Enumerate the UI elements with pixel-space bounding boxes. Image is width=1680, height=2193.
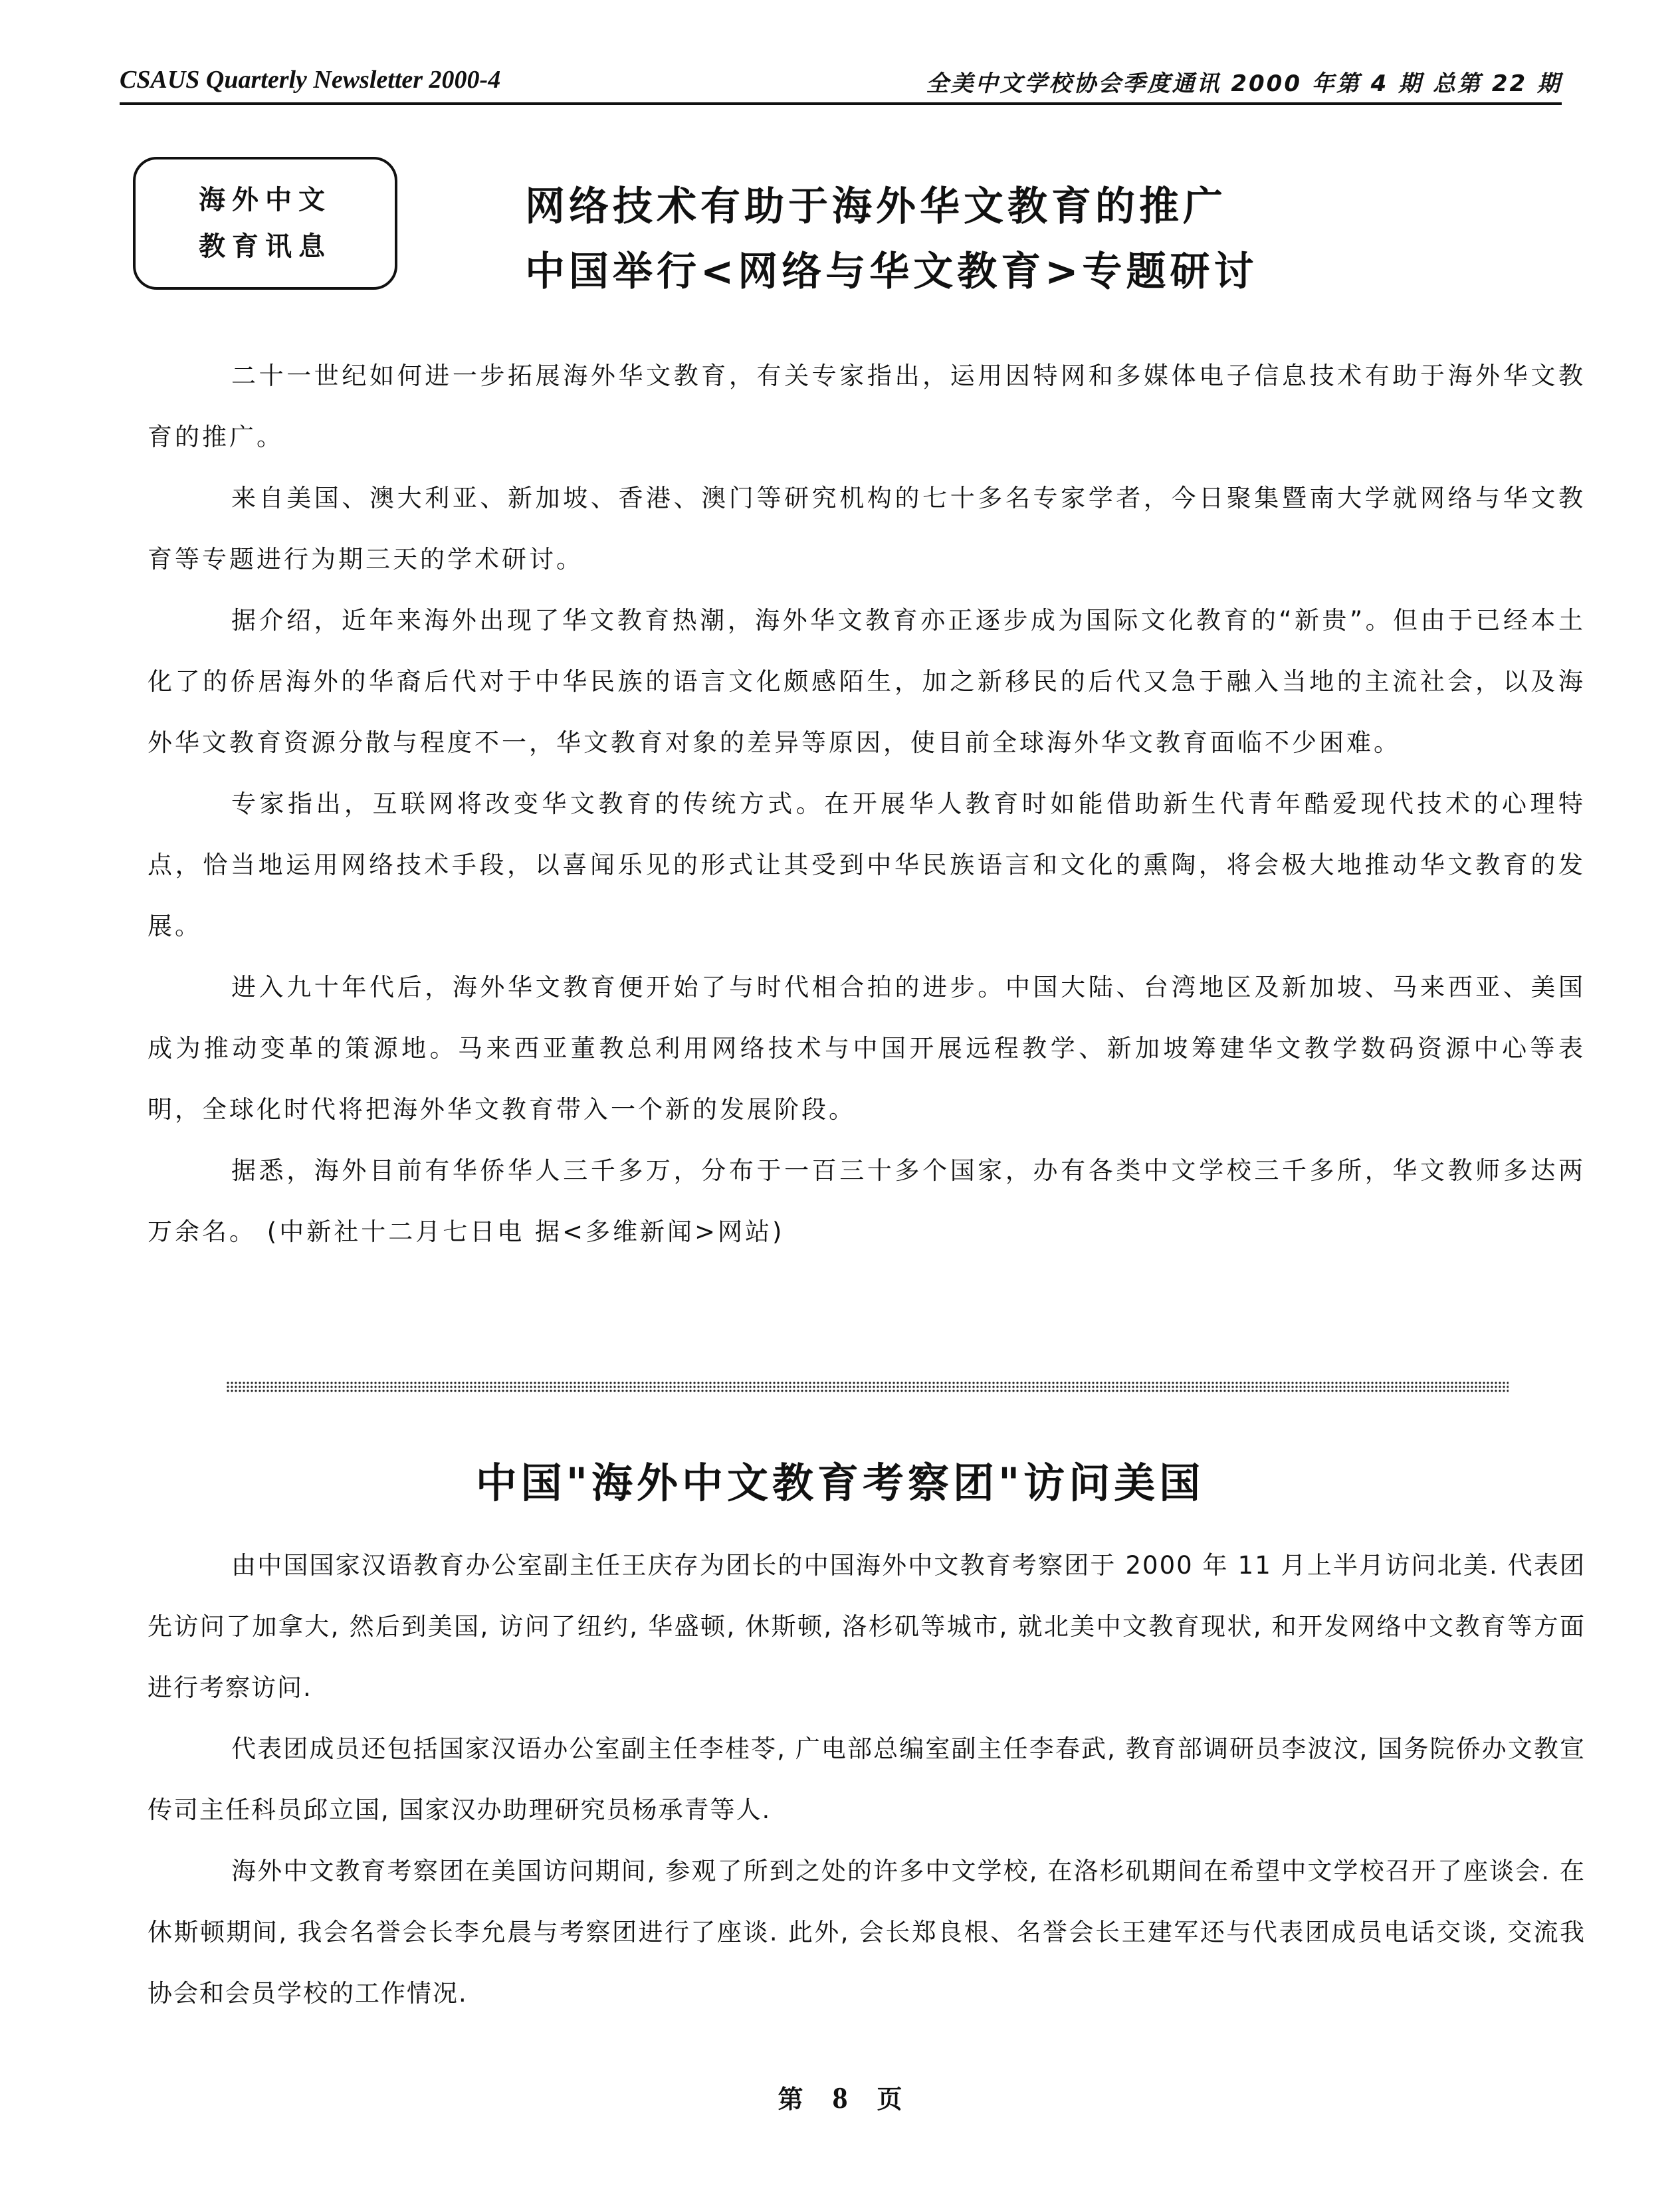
article-2-paragraph: 由中国国家汉语教育办公室副主任王庆存为团长的中国海外中文教育考察团于 2000 年 11 月上半月访问北美. 代表团先访问了加拿大, 然后到美国, 访问了纽约, 华盛顿, 休斯顿, 洛杉矶等城市, 就北美中文教育现状, 和开发网络中文教育等方面进行考察访问. — [148, 1551, 1586, 1702]
section-badge-line-2: 教育讯息 — [199, 231, 332, 262]
header-rule — [120, 102, 1562, 105]
article-2-title: 中国"海外中文教育考察团"访问美国 — [475, 1459, 1205, 1507]
newsletter-title-zh: 全美中文学校协会季度通讯 2000 年第 4 期 总第 22 期 — [926, 70, 1562, 97]
article-1-paragraph: 据介绍，近年来海外出现了华文教育热潮，海外华文教育亦正逐步成为国际文化教育的“新贵”。但由于已经本土化了的侨居海外的华裔后代对于中华民族的语言文化颇感陌生，加之新移民的后代又急于融入当地的主流社会，以及海外华文教育资源分散与程度不一，华文教育对象的差异等原因，使目前全球海外华文教育面临不少困难。 — [148, 606, 1586, 757]
article-2-paragraph: 海外中文教育考察团在美国访问期间, 参观了所到之处的许多中文学校, 在洛杉矶期间在希望中文学校召开了座谈会. 在休斯顿期间, 我会名誉会长李允晨与考察团进行了座谈. 此外, 会长郑良根、名誉会长王建军还与代表团成员电话交谈, 交流我协会和会员学校的工作情况. — [148, 1857, 1586, 2008]
article-1-paragraph: 二十一世纪如何进一步拓展海外华文教育，有关专家指出，运用因特网和多媒体电子信息技术有助于海外华文教育的推广。 — [148, 362, 1586, 451]
page-number-suffix: 页 — [877, 2085, 902, 2114]
page-number-prefix: 第 — [778, 2085, 803, 2114]
page-number — [0, 2079, 1680, 2115]
article-1-paragraph: 进入九十年代后，海外华文教育便开始了与时代相合拍的进步。中国大陆、台湾地区及新加坡、马来西亚、美国成为推动变革的策源地。马来西亚董教总利用网络技术与中国开展远程教学、新加坡筹建华文教学数码资源中心等表明，全球化时代将把海外华文教育带入一个新的发展阶段。 — [148, 973, 1586, 1124]
article-2-body — [148, 1535, 1586, 2024]
article-1-paragraph: 专家指出，互联网将改变华文教育的传统方式。在开展华人教育时如能借助新生代青年酷爱现代技术的心理特点，恰当地运用网络技术手段，以喜闻乐见的形式让其受到中华民族语言和文化的熏陶，将会极大地推动华文教育的发展。 — [148, 789, 1586, 940]
page-number-value: 8 — [832, 2081, 848, 2115]
section-badge-line-1: 海外中文 — [199, 185, 332, 215]
article-1-title-line-1: 网络技术有助于海外华文教育的推广 — [525, 183, 1227, 230]
running-header — [120, 61, 1562, 105]
dotted-divider — [226, 1381, 1509, 1393]
section-badge — [133, 157, 397, 290]
article-1-paragraph: 来自美国、澳大利亚、新加坡、香港、澳门等研究机构的七十多名专家学者，今日聚集暨南大学就网络与华文教育等专题进行为期三天的学术研讨。 — [148, 484, 1586, 574]
newsletter-title-en: CSAUS Quarterly Newsletter 2000-4 — [120, 66, 501, 94]
article-1-title-line-2: 中国举行<网络与华文教育>专题研讨 — [525, 249, 1258, 295]
article-1-paragraph: 据悉，海外目前有华侨华人三千多万，分布于一百三十多个国家，办有各类中文学校三千多所，华文教师多达两万余名。 (中新社十二月七日电 据<多维新闻>网站) — [148, 1156, 1586, 1246]
article-2-paragraph: 代表团成员还包括国家汉语办公室副主任李桂苓, 广电部总编室副主任李春武, 教育部调研员李波汶, 国务院侨办文教宣传司主任科员邱立国, 国家汉办助理研究员杨承青等人. — [148, 1734, 1586, 1824]
article-1-title — [525, 174, 1469, 304]
article-1-body — [148, 346, 1586, 1263]
